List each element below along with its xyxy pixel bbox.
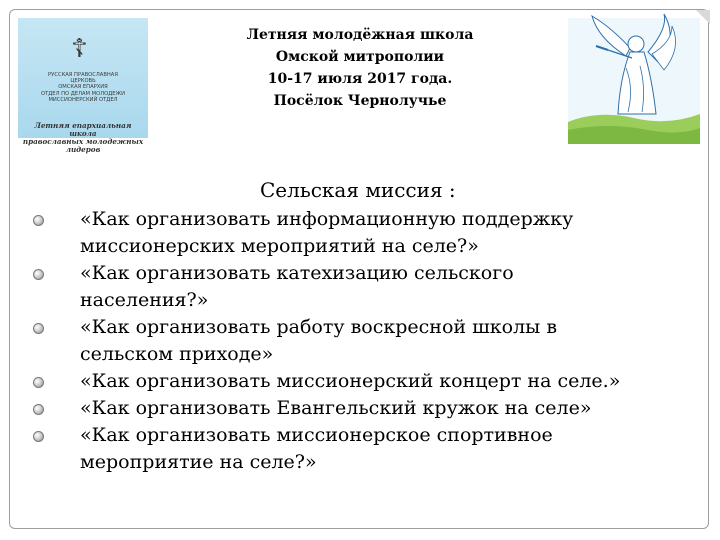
circle-bullet-icon bbox=[33, 269, 44, 280]
list-item-line-1: «Как организовать Евангельский кружок на селе» bbox=[80, 397, 592, 419]
list-item bbox=[30, 260, 670, 314]
list-item-line-2: сельском приходе» bbox=[80, 343, 274, 365]
list-item-line-1: «Как организовать миссионерское спортивное bbox=[80, 424, 553, 446]
list-item bbox=[30, 422, 670, 476]
logo-organization-text: РУССКАЯ ПРАВОСЛАВНАЯ ЦЕРКОВЬ ОМСКАЯ ЕПАРХИЯ ОТДЕЛ ПО ДЕЛАМ МОЛОДЕЖИ МИССИОНЕРСКИЙ ОТДЕЛ bbox=[40, 72, 125, 103]
list-item-line-1: «Как организовать катехизацию сельского bbox=[80, 262, 514, 284]
list-item bbox=[30, 368, 670, 395]
list-item bbox=[30, 206, 670, 260]
school-logo bbox=[18, 18, 148, 154]
list-item-line-1: «Как организовать работу воскресной школы в bbox=[80, 316, 558, 338]
list-item-line-2: миссионерских мероприятий на селе?» bbox=[80, 235, 479, 257]
angel-icon bbox=[568, 18, 700, 144]
circle-bullet-icon bbox=[33, 404, 44, 415]
topic-list bbox=[30, 206, 670, 476]
logo-caption: Летняя епархиальная школа православных молодежных лидеров bbox=[22, 121, 144, 154]
header-line-4: Посёлок Чернолучье bbox=[273, 93, 447, 109]
list-item-line-2: населения?» bbox=[80, 289, 209, 311]
circle-bullet-icon bbox=[33, 377, 44, 388]
list-item bbox=[30, 395, 670, 422]
list-item-line-2: мероприятие на селе?» bbox=[80, 451, 317, 473]
header-line-2: Омской митрополии bbox=[275, 49, 445, 65]
list-item-line-1: «Как организовать миссионерский концерт на селе.» bbox=[80, 370, 621, 392]
slide-title: Сельская миссия : bbox=[260, 178, 456, 202]
header-line-1: Летняя молодёжная школа bbox=[246, 27, 474, 43]
list-item-line-1: «Как организовать информационную поддержку bbox=[80, 208, 574, 230]
circle-bullet-icon bbox=[33, 323, 44, 334]
circle-bullet-icon bbox=[33, 431, 44, 442]
header-line-3: 10-17 июля 2017 года. bbox=[267, 71, 453, 87]
angel-illustration bbox=[568, 18, 700, 144]
orthodox-cross-icon: ☦ bbox=[71, 34, 88, 64]
list-item bbox=[30, 314, 670, 368]
slide-header bbox=[200, 24, 520, 112]
circle-bullet-icon bbox=[33, 215, 44, 226]
